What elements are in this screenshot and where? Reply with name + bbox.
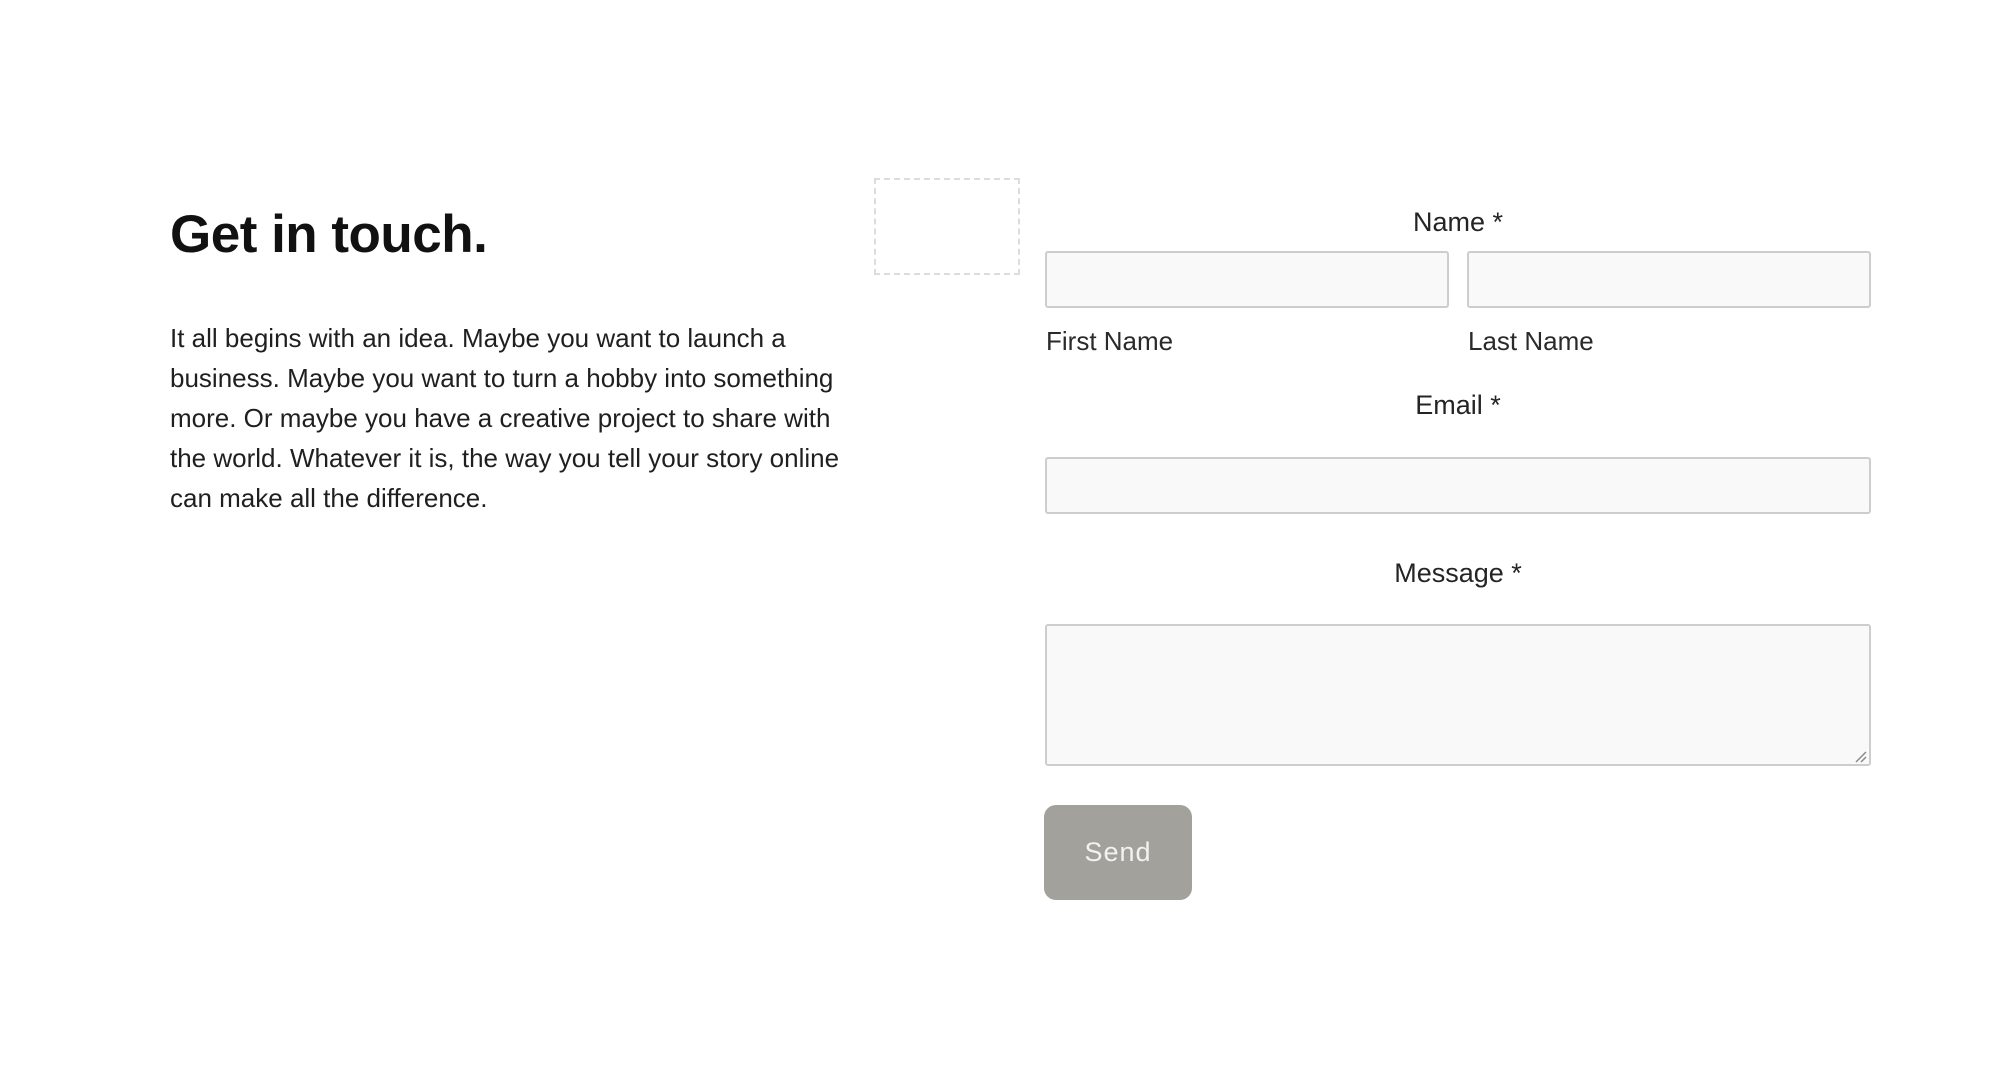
last-name-input[interactable] [1467, 251, 1871, 308]
send-button[interactable]: Send [1044, 805, 1192, 900]
first-name-input[interactable] [1045, 251, 1449, 308]
email-field-label: Email * [1415, 390, 1501, 420]
intro-line: can make all the difference. [170, 483, 488, 513]
intro-line: It all begins with an idea. Maybe you want to launch a [170, 323, 786, 353]
last-name-caption: Last Name [1468, 326, 1594, 356]
name-field-label: Name * [1412, 207, 1504, 237]
page-title: Get in touch. [170, 205, 488, 264]
intro-paragraph [170, 318, 870, 518]
intro-line: the world. Whatever it is, the way you tell your story online [170, 443, 840, 473]
intro-line: business. Maybe you want to turn a hobby into something [170, 363, 834, 393]
email-input[interactable] [1045, 457, 1871, 514]
message-textarea[interactable] [1045, 624, 1871, 766]
empty-block-placeholder[interactable] [874, 178, 1020, 275]
first-name-caption: First Name [1046, 326, 1174, 356]
textarea-resize-handle-icon[interactable] [1852, 748, 1868, 764]
intro-line: more. Or maybe you have a creative project to share with [170, 403, 831, 433]
message-field-label: Message * [1394, 558, 1522, 588]
